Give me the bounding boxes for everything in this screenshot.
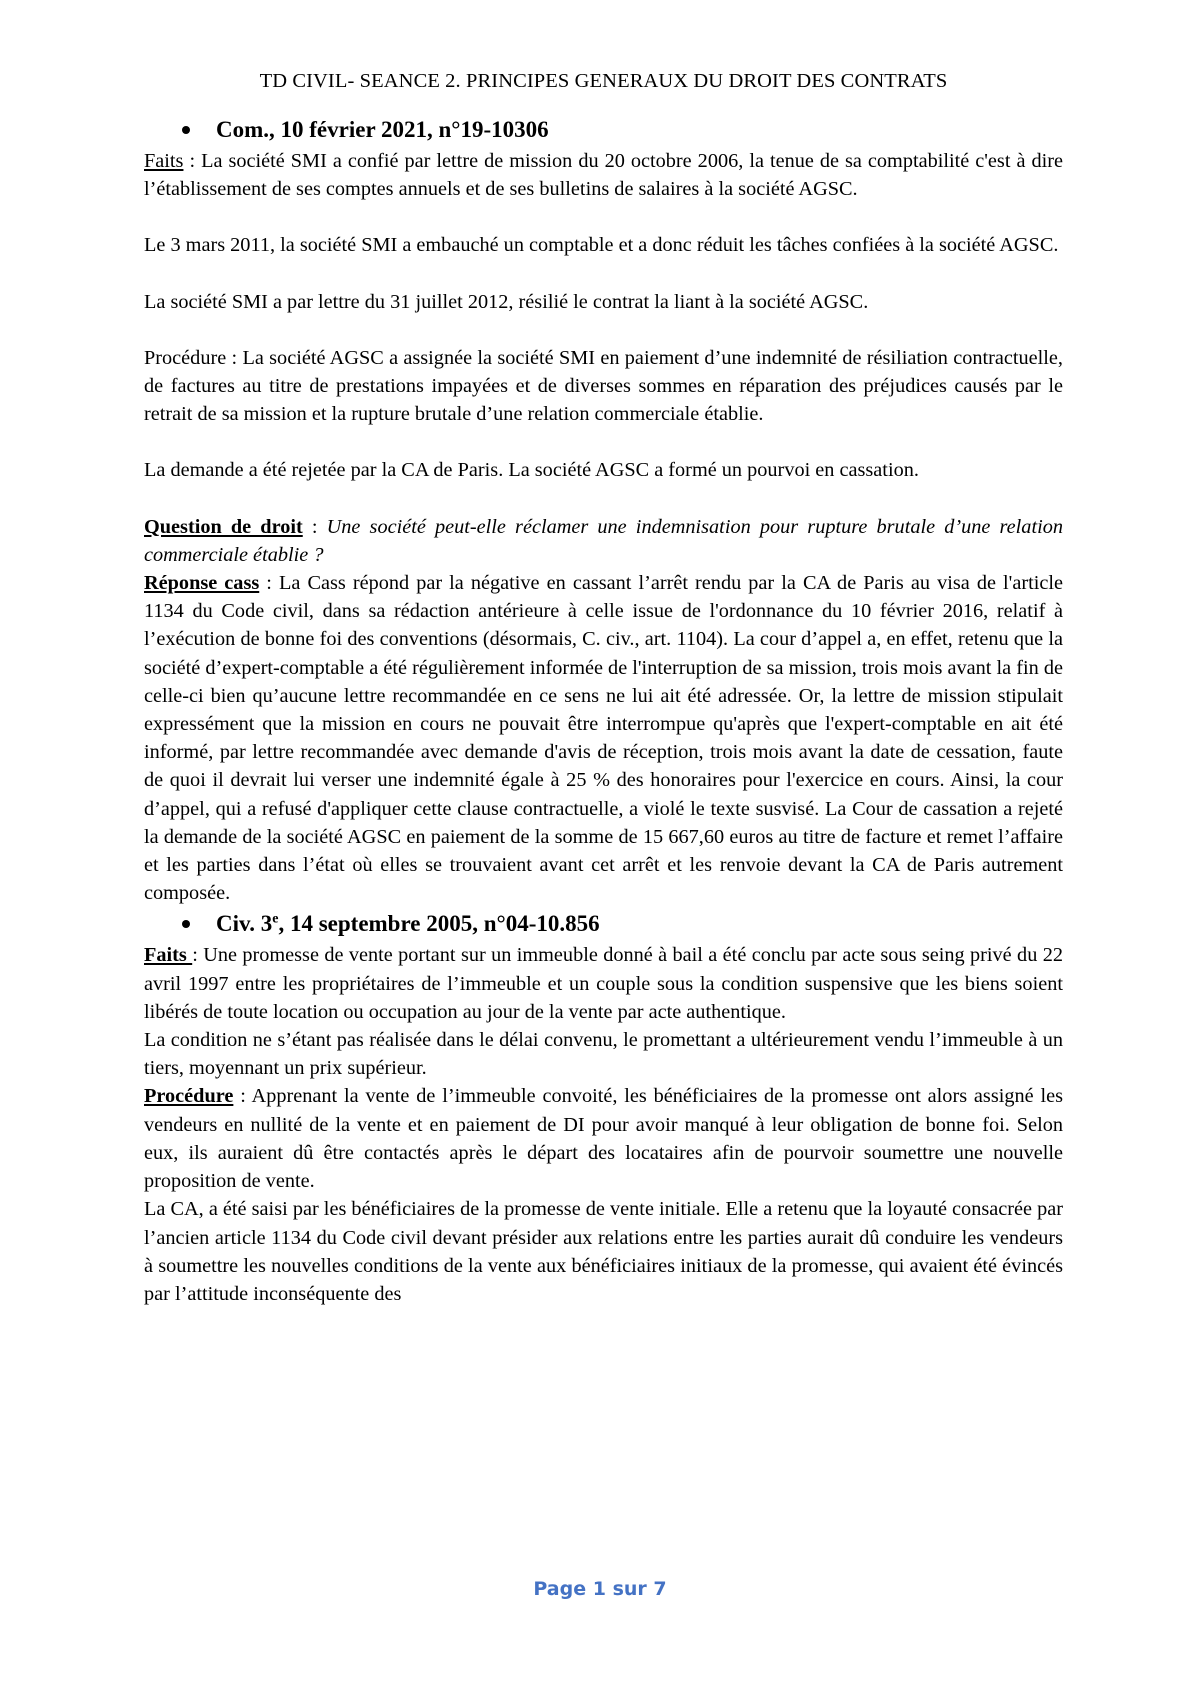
question-sep: : xyxy=(302,515,327,538)
page-footer: Page 1 sur 7 xyxy=(533,1578,667,1600)
case1-procedure: Procédure : La société AGSC a assignée la société SMI en paiement d’une indemnité de résiliation contractuelle, de factures au titre de prestations impayées et de diverses sommes en réparation des préjudices causés par le retrait de sa mission et la rupture brutale d’une relation commerciale établie. xyxy=(144,346,1063,426)
case2-para2: La condition ne s’étant pas réalisée dans le délai convenu, le promettant a ultérieurement vendu l’immeuble à un tiers, moyennant un prix supérieur. xyxy=(144,1029,1063,1080)
case1-para2: Le 3 mars 2011, la société SMI a embauché un comptable et a donc réduit les tâches confiées à la société AGSC. xyxy=(144,234,1059,257)
question-text: Une société peut-elle réclamer une indemnisation pour rupture brutale d’une relation commerciale établie ? xyxy=(144,515,1063,566)
question-label: Question de droit xyxy=(144,515,303,538)
case1-para5: La demande a été rejetée par la CA de Paris. La société AGSC a formé un pourvoi en cassation. xyxy=(144,459,919,482)
case1-reponse xyxy=(144,569,1063,907)
case2-procedure xyxy=(144,1082,1063,1195)
case2-title-sup: e xyxy=(272,911,279,927)
case2-title-post: , 14 septembre 2005, n°04-10.856 xyxy=(278,911,600,937)
reponse-label: Réponse cass xyxy=(144,572,260,595)
case2-title xyxy=(182,911,1063,937)
case1-question xyxy=(144,513,1063,569)
case2-title-pre: Civ. 3 xyxy=(216,911,273,937)
procedure-text: : Apprenant la vente de l’immeuble convoité, les bénéficiaires de la promesse ont alors assigné les vendeurs en nullité de la vente et en paiement de DI pour avoir manqué à leur obligation de bonne foi. Selon eux, ils auraient dû être contactés après le départ des locataires afin de pourvoir soumettre une nouvelle proposition de vente. xyxy=(144,1085,1063,1193)
case1-para3: La société SMI a par lettre du 31 juillet 2012, résilié le contrat la liant à la société AGSC. xyxy=(144,290,869,313)
faits-label: Faits xyxy=(144,150,184,172)
reponse-text: : La Cass répond par la négative en cassant l’arrêt rendu par la CA de Paris au visa de l'article 1134 du Code civil, dans sa rédaction antérieure à celle issue de l'ordonnance du 10 février 2016, relatif à l’exécution de bonne foi des conventions (désormais, C. civ., art. 1104). La cour d’appel a, en effet, retenu que la société d’expert-comptable a été régulièrement informée de l'interruption de sa mission, trois mois avant la fin de celle-ci bien qu’aucune lettre recommandée en ce sens ne lui ait été adressée. Or, la lettre de mission stipulait expressément que la mission en cours ne pouvait être interrompue qu'après que l'expert-comptable en ait été informé, par lettre recommandée avec demande d'avis de réception, trois mois avant la date de cessation, faute de quoi il devrait lui verser une indemnité égale à 25 % des honoraires pour l'exercice en cours. Ainsi, la cour d’appel, qui a refusé d'appliquer cette clause contractuelle, a violé le texte susvisé. La Cour de cassation a rejeté la demande de la société AGSC en paiement de la somme de 15 667,60 euros au titre de facture et remet l’affaire et les parties dans l’état où elles se trouvaient avant cet arrêt et les renvoie devant la CA de Paris autrement composée. xyxy=(144,572,1063,905)
case1-faits xyxy=(144,147,1063,203)
bullet-icon xyxy=(182,920,190,928)
faits-text: : La société SMI a confié par lettre de mission du 20 octobre 2006, la tenue de sa comptabilité c'est à dire l’établissement de ses comptes annuels et de ses bulletins de salaires à la société AGSC. xyxy=(144,150,1063,201)
case2-faits xyxy=(144,941,1063,1026)
case2-title-text xyxy=(216,911,600,937)
case1-title xyxy=(182,117,1063,143)
faits-label: Faits xyxy=(144,944,193,967)
bullet-icon xyxy=(182,126,190,134)
faits-text: : Une promesse de vente portant sur un immeuble donné à bail a été conclu par acte sous seing privé du 22 avril 1997 entre les propriétaires de l’immeuble et un couple sous la condition suspensive que les biens soient libérés de toute location ou occupation au jour de la vente par acte authentique. xyxy=(144,944,1063,1023)
case1-title-text: Com., 10 février 2021, n°19-10306 xyxy=(216,117,549,142)
procedure-label: Procédure xyxy=(144,1085,234,1108)
page-header: TD CIVIL- SEANCE 2. PRINCIPES GENERAUX DU DROIT DES CONTRATS xyxy=(259,70,948,92)
case2-para4: La CA, a été saisi par les bénéficiaires de la promesse de vente initiale. Elle a retenu que la loyauté consacrée par l’ancien article 1134 du Code civil devant présider aux relations entre les parties aurait dû conduire les vendeurs à soumettre les nouvelles conditions de la vente aux bénéficiaires initiaux de la promesse, qui avaient été évincés par l’attitude inconséquente des xyxy=(144,1198,1063,1305)
